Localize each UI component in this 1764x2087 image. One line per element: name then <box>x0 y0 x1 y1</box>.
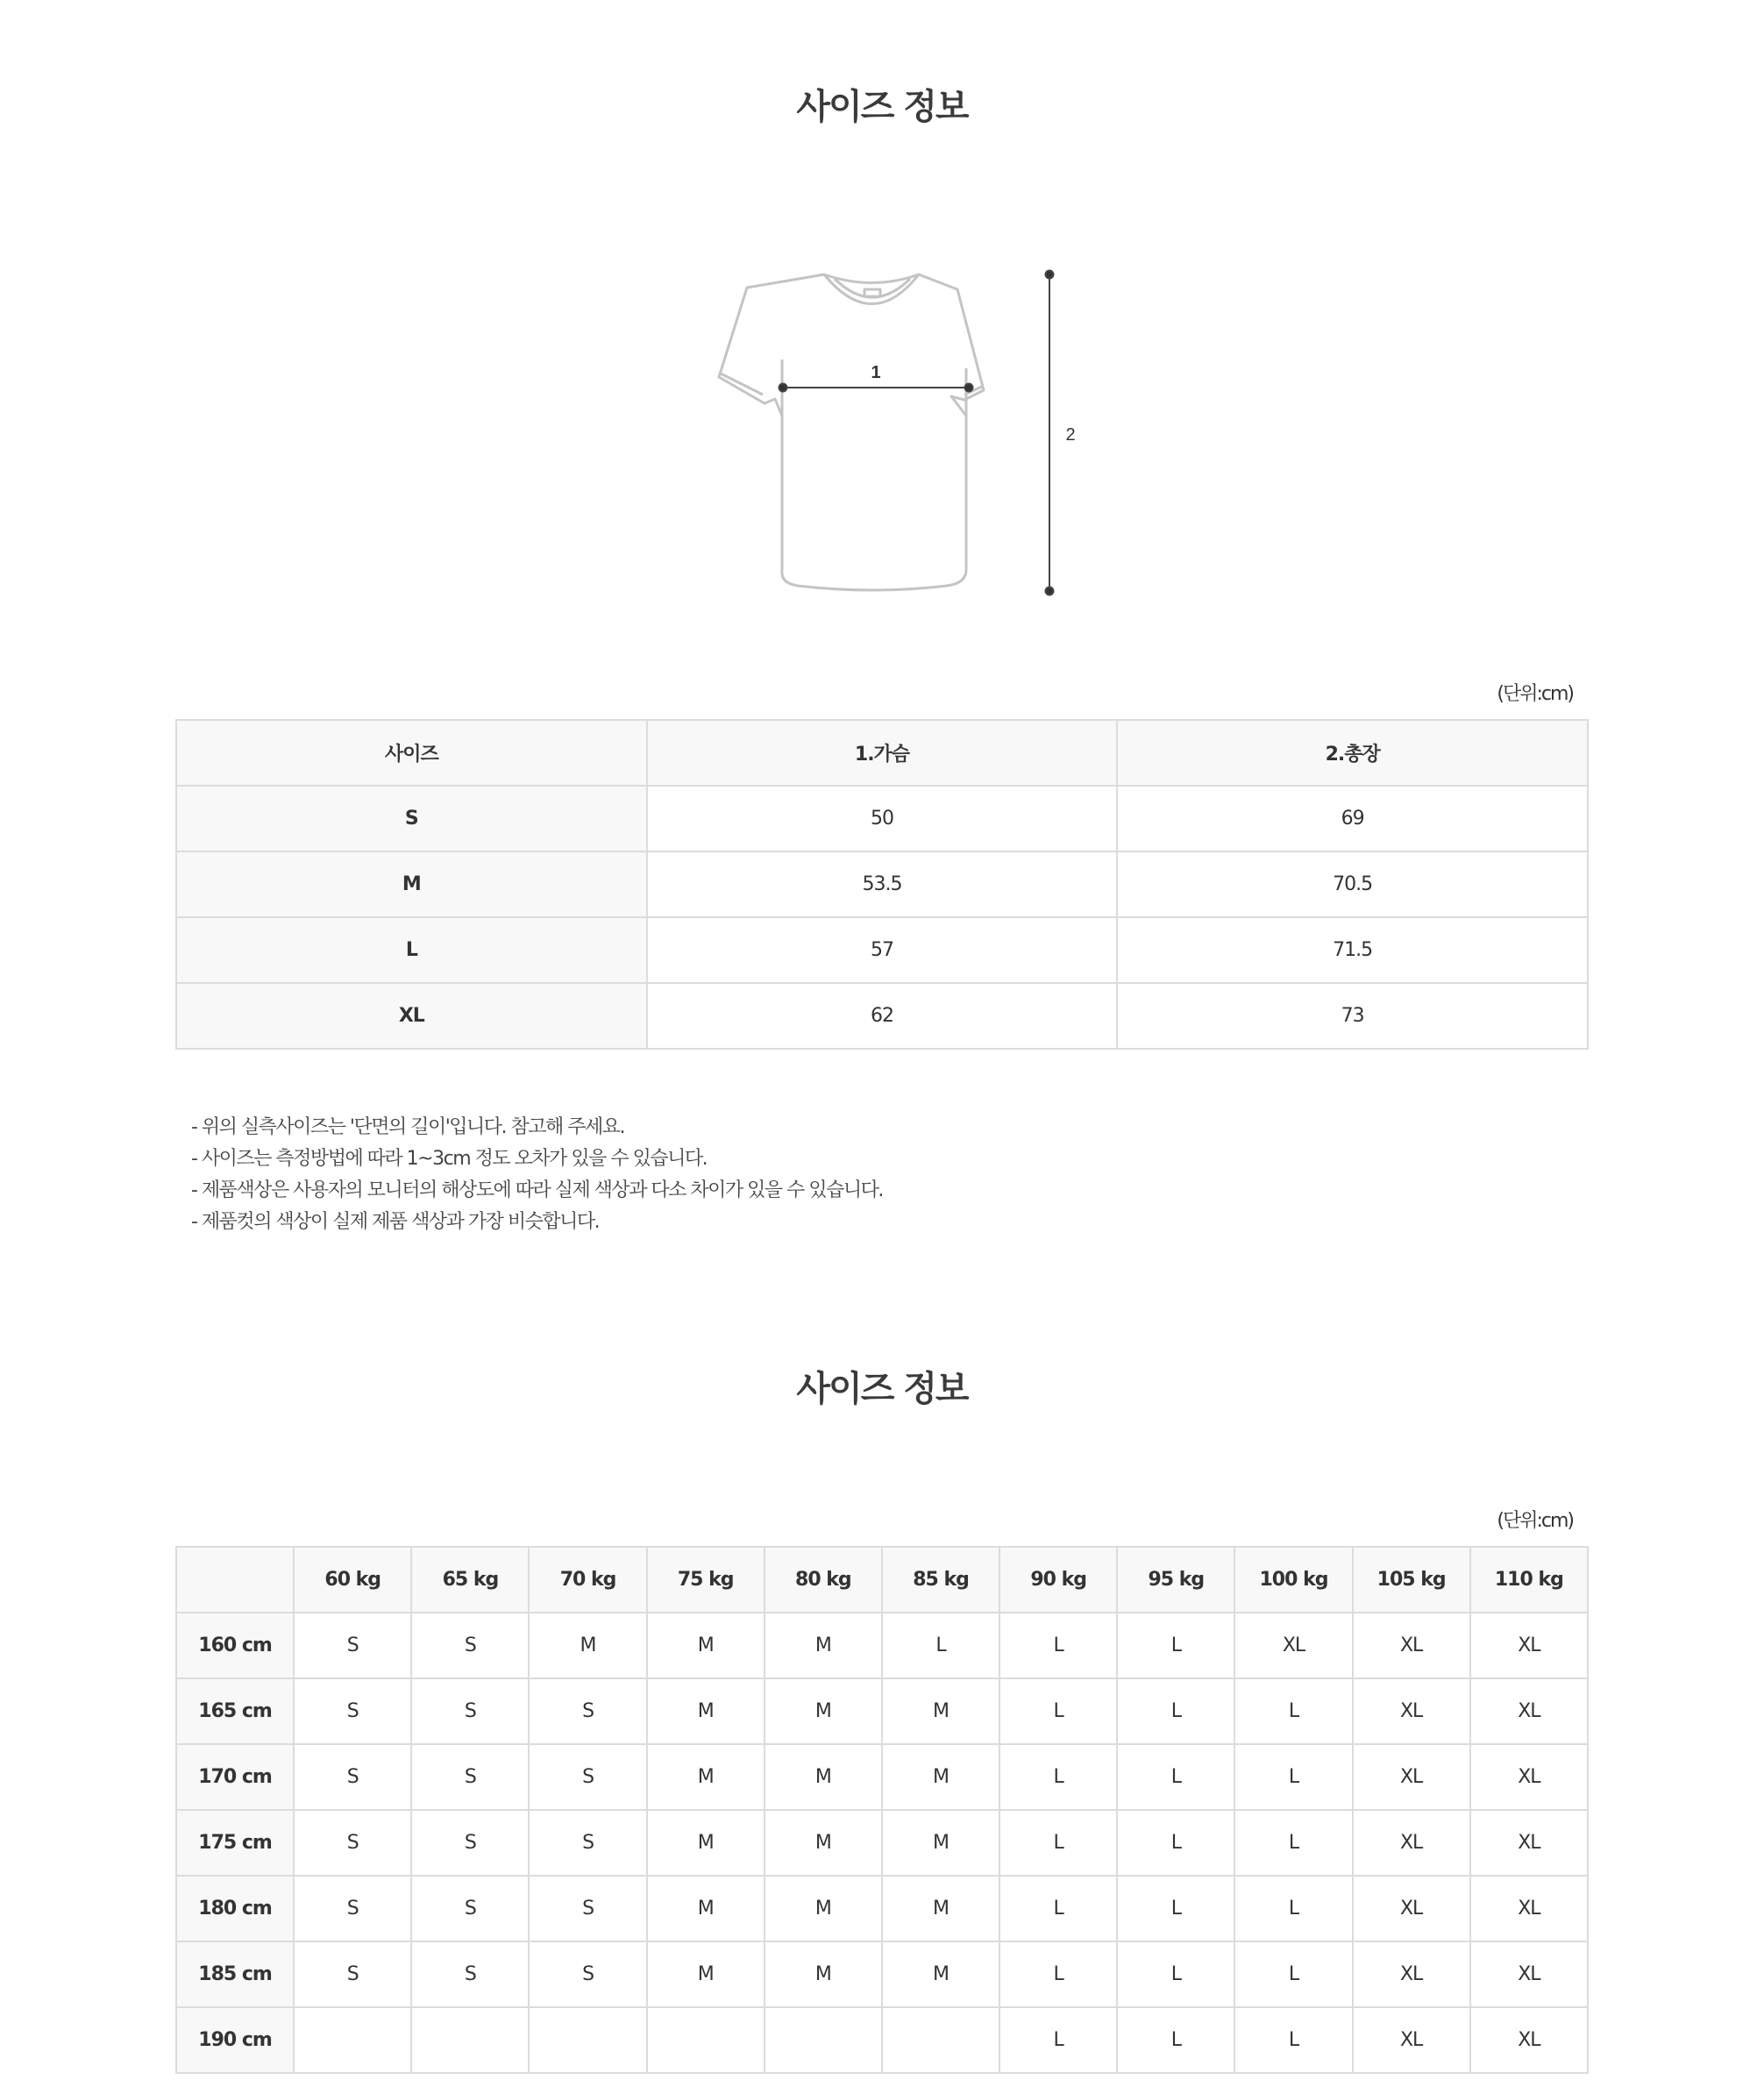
table-row <box>176 983 1588 1049</box>
size-cell: M <box>647 1810 765 1876</box>
size-cell <box>294 2007 411 2073</box>
size-cell <box>882 2007 999 2073</box>
weight-header-cell: 70 kg <box>529 1547 646 1613</box>
size-cell: XL <box>1470 1941 1588 2007</box>
weight-header-cell: 105 kg <box>1353 1547 1470 1613</box>
size-notes <box>191 1112 883 1238</box>
size-cell: L <box>1117 1744 1234 1810</box>
size-cell: S <box>294 1810 411 1876</box>
size-cell: XL <box>1353 1678 1470 1744</box>
size-cell: S <box>411 1810 529 1876</box>
table-row <box>176 1941 1588 2007</box>
size-cell: M <box>765 1613 882 1678</box>
size-cell: L <box>999 1941 1117 2007</box>
size-cell: L <box>1234 1744 1352 1810</box>
weight-header-cell: 60 kg <box>294 1547 411 1613</box>
note-item: - 제품컷의 색상이 실제 제품 색상과 가장 비슷합니다. <box>191 1211 600 1233</box>
weight-header-cell: 110 kg <box>1470 1547 1588 1613</box>
size-cell: L <box>1234 1941 1352 2007</box>
weight-header-cell: 80 kg <box>765 1547 882 1613</box>
size-cell: M <box>882 1876 999 1941</box>
size-cell: S <box>529 1810 646 1876</box>
size-cell: S <box>294 1613 411 1678</box>
size-cell: L <box>999 1678 1117 1744</box>
chest-cell: 62 <box>647 983 1118 1049</box>
length-cell: 69 <box>1117 786 1588 851</box>
size-cell: M <box>882 1678 999 1744</box>
table-row <box>176 851 1588 917</box>
size-cell <box>411 2007 529 2073</box>
weight-header-cell: 65 kg <box>411 1547 529 1613</box>
size-cell: M <box>765 1876 882 1941</box>
size-cell: S <box>411 1744 529 1810</box>
size-cell <box>765 2007 882 2073</box>
height-cell: 160 cm <box>176 1613 294 1678</box>
height-cell: 170 cm <box>176 1744 294 1810</box>
size-cell: M <box>765 1744 882 1810</box>
size-cell: L <box>176 917 647 983</box>
size-cell: L <box>1117 2007 1234 2073</box>
size-cell: S <box>529 1876 646 1941</box>
size-cell: L <box>999 1810 1117 1876</box>
weight-header-cell: 85 kg <box>882 1547 999 1613</box>
table-row <box>176 1876 1588 1941</box>
size-cell <box>529 2007 646 2073</box>
size-cell: S <box>411 1613 529 1678</box>
size-cell: XL <box>1353 1744 1470 1810</box>
size-cell: S <box>529 1678 646 1744</box>
height-cell: 185 cm <box>176 1941 294 2007</box>
size-cell: M <box>647 1876 765 1941</box>
size-cell: XL <box>1470 1613 1588 1678</box>
size-cell: XL <box>1234 1613 1352 1678</box>
tshirt-diagram <box>684 246 1087 614</box>
corner-cell <box>176 1547 294 1613</box>
height-cell: 190 cm <box>176 2007 294 2073</box>
size-cell: L <box>999 1876 1117 1941</box>
table-row <box>176 1613 1588 1678</box>
weight-header-cell: 75 kg <box>647 1547 765 1613</box>
size-cell <box>647 2007 765 2073</box>
height-cell: 180 cm <box>176 1876 294 1941</box>
size-cell: XL <box>1470 1810 1588 1876</box>
size-cell: L <box>1117 1678 1234 1744</box>
size-info-title: 사이즈 정보 <box>796 87 968 127</box>
height-cell: 165 cm <box>176 1678 294 1744</box>
size-cell: L <box>1234 1876 1352 1941</box>
tshirt-outline-icon <box>719 274 984 590</box>
length-measure-line <box>1046 271 1054 595</box>
size-cell: XL <box>1353 1941 1470 2007</box>
size-cell: XL <box>176 983 647 1049</box>
size-cell: XL <box>1470 1876 1588 1941</box>
col-header-chest: 1.가슴 <box>647 720 1118 786</box>
unit-label: (단위:cm) <box>1497 1510 1573 1532</box>
size-cell: S <box>294 1744 411 1810</box>
size-cell: M <box>647 1941 765 2007</box>
size-cell: L <box>999 1744 1117 1810</box>
size-cell: S <box>294 1678 411 1744</box>
size-cell: L <box>882 1613 999 1678</box>
size-cell: L <box>999 1613 1117 1678</box>
size-cell: M <box>647 1678 765 1744</box>
length-cell: 71.5 <box>1117 917 1588 983</box>
col-header-size: 사이즈 <box>176 720 647 786</box>
size-cell: L <box>1117 1941 1234 2007</box>
size-cell: XL <box>1353 1613 1470 1678</box>
table-header-row <box>176 720 1588 786</box>
table-row <box>176 1744 1588 1810</box>
length-measure-label: 2 <box>1065 425 1076 445</box>
length-cell: 70.5 <box>1117 851 1588 917</box>
col-header-length: 2.총장 <box>1117 720 1588 786</box>
table-row <box>176 917 1588 983</box>
size-cell: M <box>765 1678 882 1744</box>
size-cell: S <box>529 1941 646 2007</box>
size-cell: XL <box>1353 1810 1470 1876</box>
size-cell: M <box>765 1941 882 2007</box>
size-cell: M <box>882 1744 999 1810</box>
weight-header-row <box>176 1547 1588 1613</box>
chest-measure-line <box>779 384 973 392</box>
note-item: - 위의 실측사이즈는 '단면의 길이'입니다. 참고해 주세요. <box>191 1116 625 1138</box>
size-cell: L <box>1117 1810 1234 1876</box>
table-row <box>176 1678 1588 1744</box>
table-row <box>176 786 1588 851</box>
size-cell: S <box>411 1941 529 2007</box>
note-item: - 사이즈는 측정방법에 따라 1~3cm 정도 오차가 있을 수 있습니다. <box>191 1148 708 1170</box>
unit-label: (단위:cm) <box>1497 683 1573 705</box>
measurement-table <box>175 719 1589 1050</box>
size-cell: XL <box>1470 2007 1588 2073</box>
size-cell: M <box>882 1810 999 1876</box>
weight-header-cell: 100 kg <box>1234 1547 1352 1613</box>
size-cell: S <box>294 1876 411 1941</box>
table-row <box>176 1810 1588 1876</box>
size-cell: M <box>647 1744 765 1810</box>
length-cell: 73 <box>1117 983 1588 1049</box>
size-cell: XL <box>1470 1744 1588 1810</box>
weight-header-cell: 90 kg <box>999 1547 1117 1613</box>
note-item: - 제품색상은 사용자의 모니터의 해상도에 따라 실제 색상과 다소 차이가 있을 수 있습니다. <box>191 1179 883 1201</box>
size-cell: XL <box>1353 2007 1470 2073</box>
size-cell: S <box>176 786 647 851</box>
size-guide-title: 사이즈 정보 <box>796 1369 968 1409</box>
size-cell: S <box>411 1678 529 1744</box>
chest-cell: 50 <box>647 786 1118 851</box>
size-cell: L <box>999 2007 1117 2073</box>
size-cell: M <box>765 1810 882 1876</box>
table-row <box>176 2007 1588 2073</box>
size-cell: L <box>1117 1876 1234 1941</box>
size-cell: XL <box>1353 1876 1470 1941</box>
size-cell: M <box>529 1613 646 1678</box>
size-cell: M <box>882 1941 999 2007</box>
size-cell: S <box>529 1744 646 1810</box>
size-cell: S <box>294 1941 411 2007</box>
size-cell: S <box>411 1876 529 1941</box>
size-recommendation-table <box>175 1546 1589 2074</box>
size-cell: L <box>1234 2007 1352 2073</box>
size-cell: L <box>1234 1678 1352 1744</box>
chest-cell: 57 <box>647 917 1118 983</box>
size-cell: M <box>176 851 647 917</box>
size-cell: M <box>647 1613 765 1678</box>
chest-cell: 53.5 <box>647 851 1118 917</box>
size-cell: L <box>1234 1810 1352 1876</box>
size-cell: L <box>1117 1613 1234 1678</box>
size-cell: XL <box>1470 1678 1588 1744</box>
weight-header-cell: 95 kg <box>1117 1547 1234 1613</box>
height-cell: 175 cm <box>176 1810 294 1876</box>
chest-measure-label: 1 <box>871 363 881 382</box>
